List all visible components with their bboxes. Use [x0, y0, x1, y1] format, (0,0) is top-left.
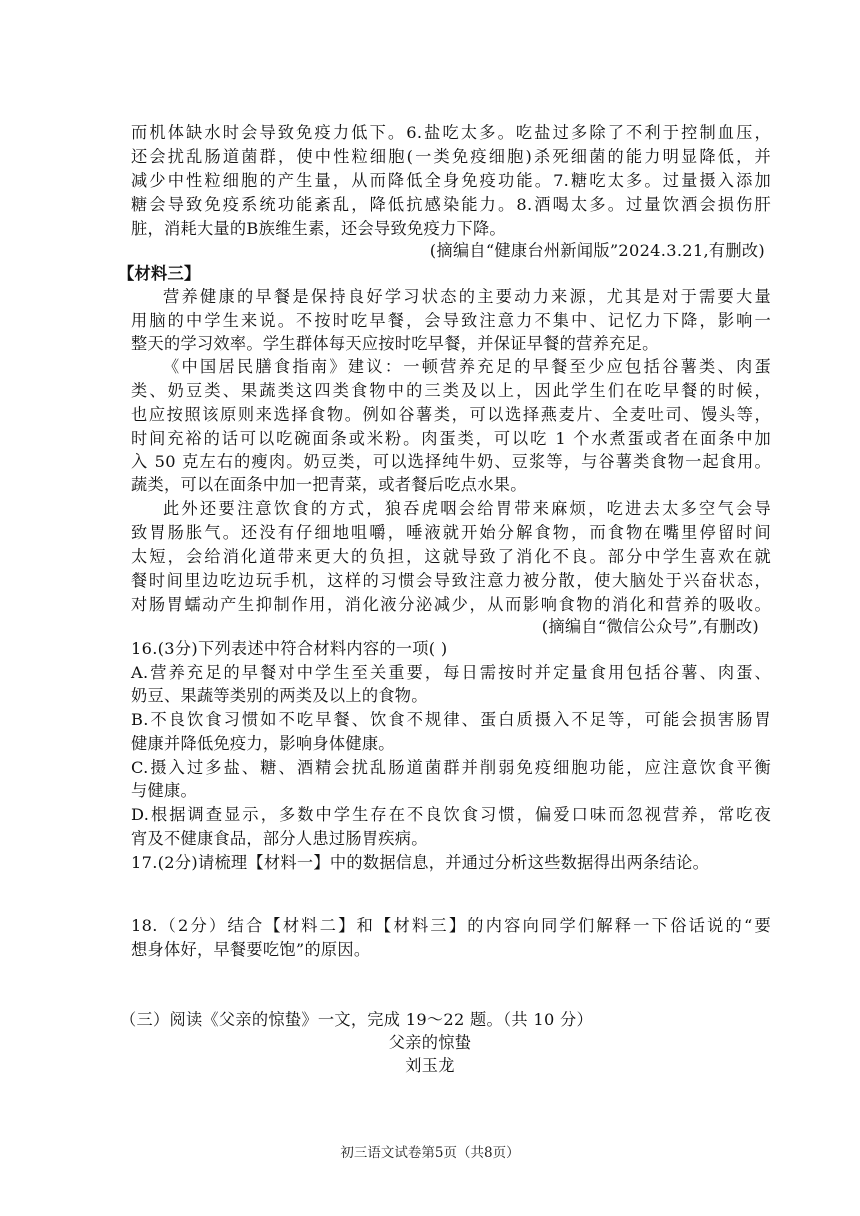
material3-line: 时间充裕的话可以吃碗面条或米粉。肉蛋类，可以吃 1 个水煮蛋或者在面条中加	[131, 429, 771, 448]
material3-line: 类、奶豆类、果蔬类这四类食物中的三类及以上，因此学生们在吃早餐的时候，	[131, 381, 771, 400]
material3-line: 《中国居民膳食指南》建议：一顿营养充足的早餐至少应包括谷薯类、肉蛋	[163, 357, 771, 376]
q16-option-c: C.摄入过多盐、糖、酒精会扰乱肠道菌群并削弱免疫细胞功能，应注意饮食平衡	[131, 758, 771, 777]
q16-option-d: D.根据调查显示，多数中学生存在不良饮食习惯，偏爱口味而忽视营养，常吃夜	[131, 805, 771, 824]
q18-stem-cont: 想身体好，早餐要吃饱”的原因。	[131, 940, 371, 959]
material3-line: 太短，会给消化道带来更大的负担，这就导致了消化不良。部分中学生喜欢在就	[131, 547, 771, 566]
material2-source: (摘编自“健康台州新闻版”2024.3.21,有删改)	[429, 241, 765, 260]
material2-line: 还会扰乱肠道菌群，使中性粒细胞(一类免疫细胞)杀死细菌的能力明显降低，并	[131, 147, 771, 166]
material3-line: 此外还要注意饮食的方式，狼吞虎咽会给胃带来麻烦，吃进去太多空气会导	[163, 499, 771, 518]
material3-line: 整天的学习效率。学生群体每天应按时吃早餐，并保证早餐的营养充足。	[131, 334, 659, 353]
material2-line: 减少中性粒细胞的产生量，从而降低全身免疫功能。7.糖吃太多。过量摄入添加	[131, 171, 771, 190]
material2-line: 脏，消耗大量的B族维生素，还会导致免疫力下降。	[131, 219, 506, 238]
material3-line: 餐时间里边吃边玩手机，这样的习惯会导致注意力被分散，使大脑处于兴奋状态，	[131, 571, 771, 590]
page-footer: 初三语文试卷第5页（共8页）	[340, 1145, 520, 1161]
material3-source: (摘编自“微信公众号”,有删改)	[541, 617, 759, 636]
q16-option-d-cont: 宵及不健康食品，部分人患过肠胃疾病。	[131, 829, 428, 848]
material3-line: 用脑的中学生来说。不按时吃早餐，会导致注意力不集中、记忆力下降，影响一	[131, 311, 771, 330]
q16-option-a: A.营养充足的早餐对中学生至关重要，每日需按时并定量食用包括谷薯、肉蛋、	[131, 663, 771, 682]
material3-line: 也应按照该原则来选择食物。例如谷薯类，可以选择燕麦片、全麦吐司、馒头等，	[131, 405, 771, 424]
q16-stem: 16.(3分)下列表述中符合材料内容的一项( )	[131, 639, 448, 658]
material3-heading: 【材料三】	[118, 264, 201, 283]
q17-stem: 17.(2分)请梳理【材料一】中的数据信息，并通过分析这些数据得出两条结论。	[131, 853, 710, 872]
material3-line: 致胃肠胀气。还没有仔细地咀嚼，唾液就开始分解食物，而食物在嘴里停留时间	[131, 523, 771, 542]
q16-option-b: B.不良饮食习惯如不吃早餐、饮食不规律、蛋白质摄入不足等，可能会损害肠胃	[131, 710, 771, 729]
section3-heading: （三）阅读《父亲的惊蛰》一文，完成 19～22 题。（共 10 分）	[120, 1010, 593, 1029]
q16-option-b-cont: 健康并降低免疫力，影响身体健康。	[131, 734, 395, 753]
material3-line: 入 50 克左右的瘦肉。奶豆类，可以选择纯牛奶、豆浆等，与谷薯类食物一起食用。	[131, 452, 771, 471]
material3-line: 蔬类，可以在面条中加一把青菜，或者餐后吃点水果。	[131, 475, 527, 494]
material3-line: 营养健康的早餐是保持良好学习状态的主要动力来源，尤其是对于需要大量	[163, 287, 771, 306]
article-title: 父亲的惊蛰	[388, 1033, 472, 1052]
q16-option-a-cont: 奶豆、果蔬等类别的两类及以上的食物。	[131, 686, 428, 705]
material2-line: 糖会导致免疫系统功能紊乱，降低抗感染能力。8.酒喝太多。过量饮酒会损伤肝	[131, 195, 771, 214]
material2-line: 而机体缺水时会导致免疫力低下。6.盐吃太多。吃盐过多除了不利于控制血压，	[131, 123, 771, 142]
article-author: 刘玉龙	[405, 1056, 455, 1075]
material3-line: 对肠胃蠕动产生抑制作用，消化液分泌减少，从而影响食物的消化和营养的吸收。	[131, 595, 771, 614]
q16-option-c-cont: 与健康。	[131, 781, 197, 800]
q18-stem: 18.（2分）结合【材料二】和【材料三】的内容向同学们解释一下俗话说的“要	[131, 916, 771, 935]
